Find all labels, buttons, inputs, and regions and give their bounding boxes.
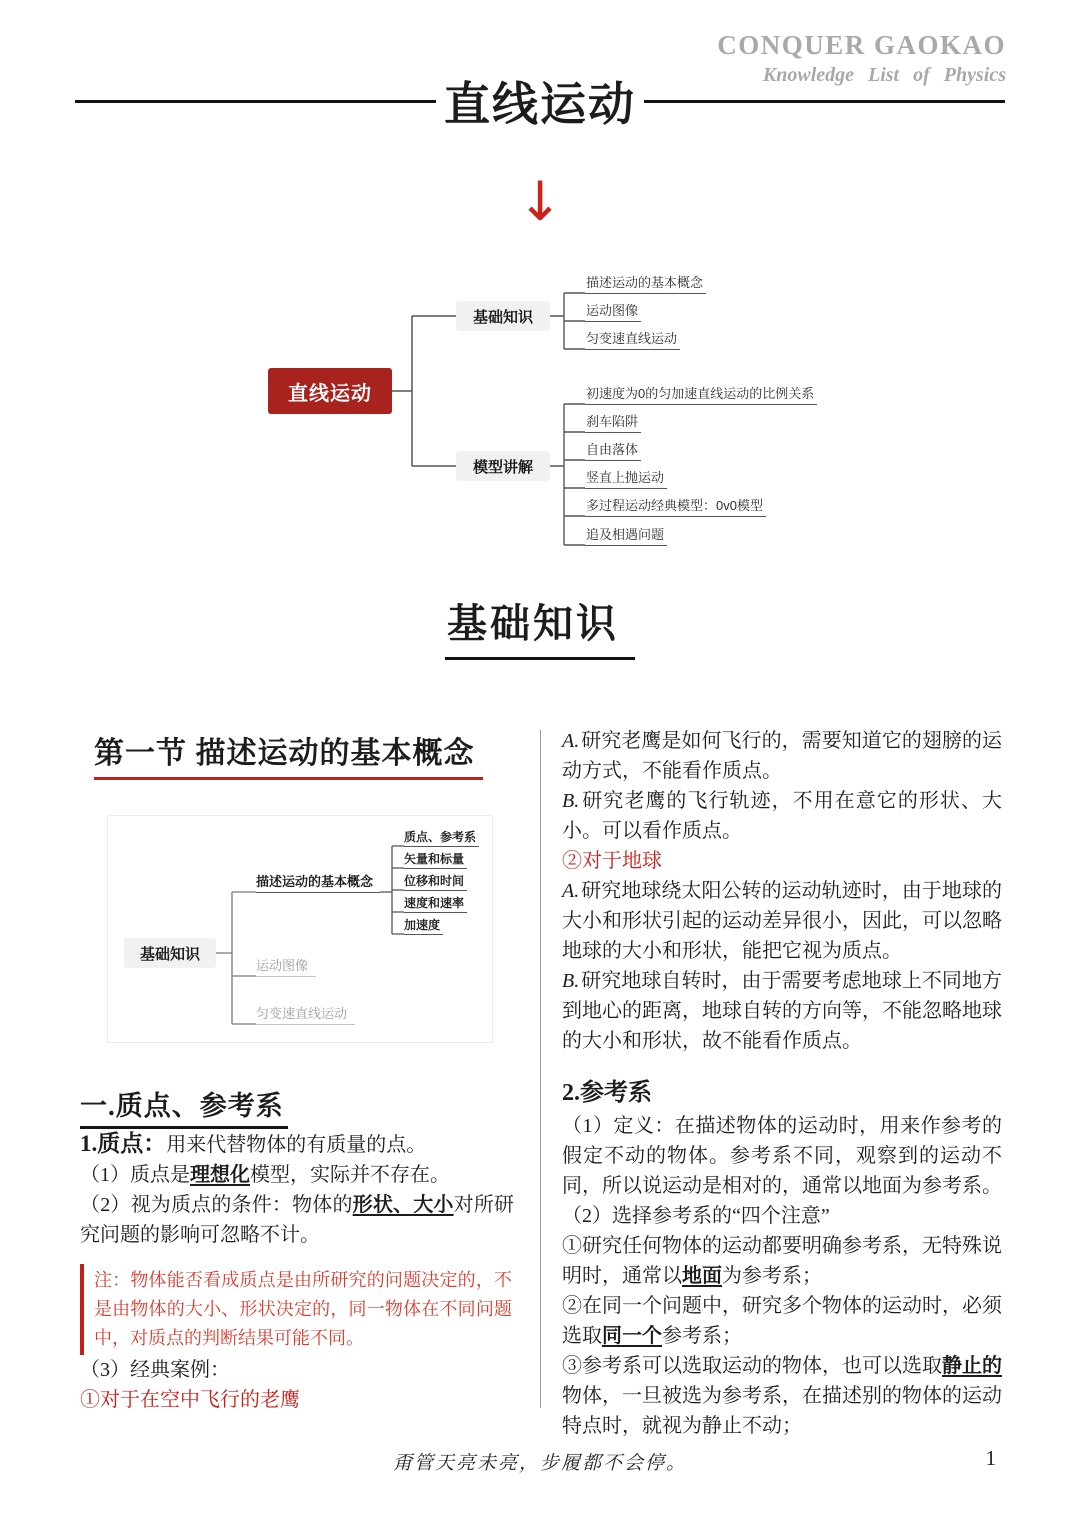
case-eagle-b-text: 研究老鹰的飞行轨迹，不用在意它的形状、大小。可以看作质点。 [562, 790, 1002, 842]
point-3: （3）经典案例： [80, 1359, 230, 1381]
sub-mindmap-leaf: 位移和时间 [404, 873, 467, 891]
point-1 [80, 1160, 514, 1190]
point-2-post: 对所研究问题的影响可忽略不计。 [80, 1194, 515, 1246]
reference-frame-heading: 2.参考系 [562, 1080, 652, 1106]
section-heading-wrap [0, 592, 1080, 660]
case-eagle-a-text: 研究老鹰是如何飞行的，需要知道它的翅膀的运动方式，不能看作质点。 [562, 730, 1002, 782]
case-earth-a-text: 研究地球绕太阳公转的运动轨迹时，由于地球的大小和形状引起的运动差异很小，因此，可以忽略地球的大小和形状，能把它视为质点。 [562, 880, 1002, 962]
sub-mindmap-branch-concepts: 描述运动的基本概念 [256, 873, 380, 893]
frame-note-1-pre: ①研究任何物体的运动都要明确参考系，无特殊说明时，通常以 [562, 1235, 1002, 1287]
mass-point-label: 1.质点： [80, 1131, 167, 1156]
marker-b: B. [562, 970, 580, 992]
point-2-pre: （2）视为质点的条件：物体的 [80, 1194, 353, 1216]
mass-point-text: 用来代替物体的有质量的点。 [166, 1134, 427, 1156]
mindmap-leaf: 匀变速直线运动 [585, 330, 680, 350]
marker-b: B. [562, 790, 580, 812]
red-note-block: 注：物体能否看成质点是由所研究的问题决定的，不是由物体的大小、形状决定的，同一物体在不同问题中，对质点的判断结果可能不同。 [80, 1264, 514, 1355]
sub-mindmap-leaf: 矢量和标量 [404, 851, 467, 869]
case-earth-b [562, 966, 1002, 1056]
marker-a: A. [562, 880, 580, 902]
case-earth-a [562, 876, 1002, 966]
brand-subtitle: Knowledge List of Physics [762, 64, 1006, 86]
case-eagle-a [562, 726, 1002, 786]
sub-mindmap-branch-graphs: 运动图像 [256, 957, 316, 977]
left-column [80, 728, 514, 1415]
frame-note-1-post: 为参考系； [722, 1265, 822, 1287]
frame-note-3-em: 静止的 [942, 1355, 1002, 1377]
column-divider [540, 730, 541, 1408]
page-title: 直线运动 [444, 79, 636, 130]
sub-mindmap-leaf: 加速度 [404, 917, 443, 935]
topic1-heading-wrap [80, 1084, 514, 1129]
title-rule-right [644, 100, 1005, 103]
case-earth-b-text: 研究地球自转时，由于需要考虑地球上不同地方到地心的距离，地球自转的方向等，不能忽略地球的大小和形状，故不能看作质点。 [562, 970, 1002, 1052]
sub-mindmap [108, 816, 492, 1042]
section1-title: 第一节 描述运动的基本概念 [94, 728, 483, 780]
sub-mindmap-root: 基础知识 [124, 938, 216, 968]
case-earth: ②对于地球 [562, 850, 662, 872]
mindmap-leaf: 追及相遇问题 [585, 526, 667, 546]
marker-a: A. [562, 730, 580, 752]
frame-note-1-em: 地面 [682, 1265, 722, 1287]
point-1-post: 模型，实际并不存在。 [250, 1164, 450, 1186]
mindmap-leaf: 初速度为0的匀加速直线运动的比例关系 [585, 385, 817, 405]
frame-note-2-post: 参考系； [662, 1325, 742, 1347]
page-title-row [75, 68, 1005, 134]
point-1-pre: （1）质点是 [80, 1164, 190, 1186]
point-2 [80, 1190, 514, 1250]
sub-mindmap-leaf: 速度和速率 [404, 895, 467, 913]
topic1-heading: 一.质点、参考系 [80, 1084, 288, 1129]
page-number: 1 [985, 1446, 996, 1470]
frame-note-2 [562, 1291, 1002, 1351]
frame-note-3-post: 物体，一旦被选为参考系，在描述别的物体的运动特点时，就视为静止不动； [562, 1385, 1002, 1437]
point-1-em: 理想化 [190, 1164, 250, 1186]
mindmap-leaf: 自由落体 [585, 441, 641, 461]
brand-title: CONQUER GAOKAO [717, 30, 1006, 60]
mindmap-branch-models: 模型讲解 [456, 451, 550, 481]
mindmap-leaf: 竖直上抛运动 [585, 469, 667, 489]
point-2-em: 形状、大小 [352, 1194, 454, 1216]
mindmap-leaf: 多过程运动经典模型：0v0模型 [585, 497, 766, 517]
sub-mindmap-leaf: 质点、参考系 [404, 829, 479, 847]
footer-motto: 甭管天亮未亮，步履都不会停。 [392, 1453, 687, 1474]
mindmap-branch-basics: 基础知识 [456, 301, 550, 331]
case-eagle-b [562, 786, 1002, 846]
case-eagle: ①对于在空中飞行的老鹰 [80, 1389, 300, 1411]
frame-note-2-em: 同一个 [602, 1325, 662, 1347]
main-mindmap [260, 263, 1030, 563]
reference-frame-definition: （1）定义：在描述物体的运动时，用来作参考的假定不动的物体。参考系不同，观察到的运动不同，所以说运动是相对的，通常以地面为参考系。 [562, 1115, 1002, 1197]
section-heading: 基础知识 [445, 592, 635, 660]
mindmap-leaf: 运动图像 [585, 302, 641, 322]
frame-note-2-pre: ②在同一个问题中，研究多个物体的运动时，必须选取 [562, 1295, 1002, 1347]
four-notes-heading: （2）选择参考系的“四个注意” [562, 1205, 830, 1227]
mindmap-root-node: 直线运动 [268, 368, 392, 414]
mindmap-leaf: 描述运动的基本概念 [585, 274, 706, 294]
frame-note-1 [562, 1231, 1002, 1291]
frame-note-3-pre: ③参考系可以选取运动的物体，也可以选取 [562, 1355, 942, 1377]
down-arrow-icon: ↓ [517, 170, 563, 233]
mass-point-definition [80, 1129, 514, 1160]
title-rule-left [75, 100, 436, 103]
right-column [562, 726, 1002, 1441]
sub-mindmap-branch-uniform: 匀变速直线运动 [256, 1005, 355, 1025]
frame-note-3 [562, 1351, 1002, 1441]
mindmap-leaf: 刹车陷阱 [585, 413, 641, 433]
